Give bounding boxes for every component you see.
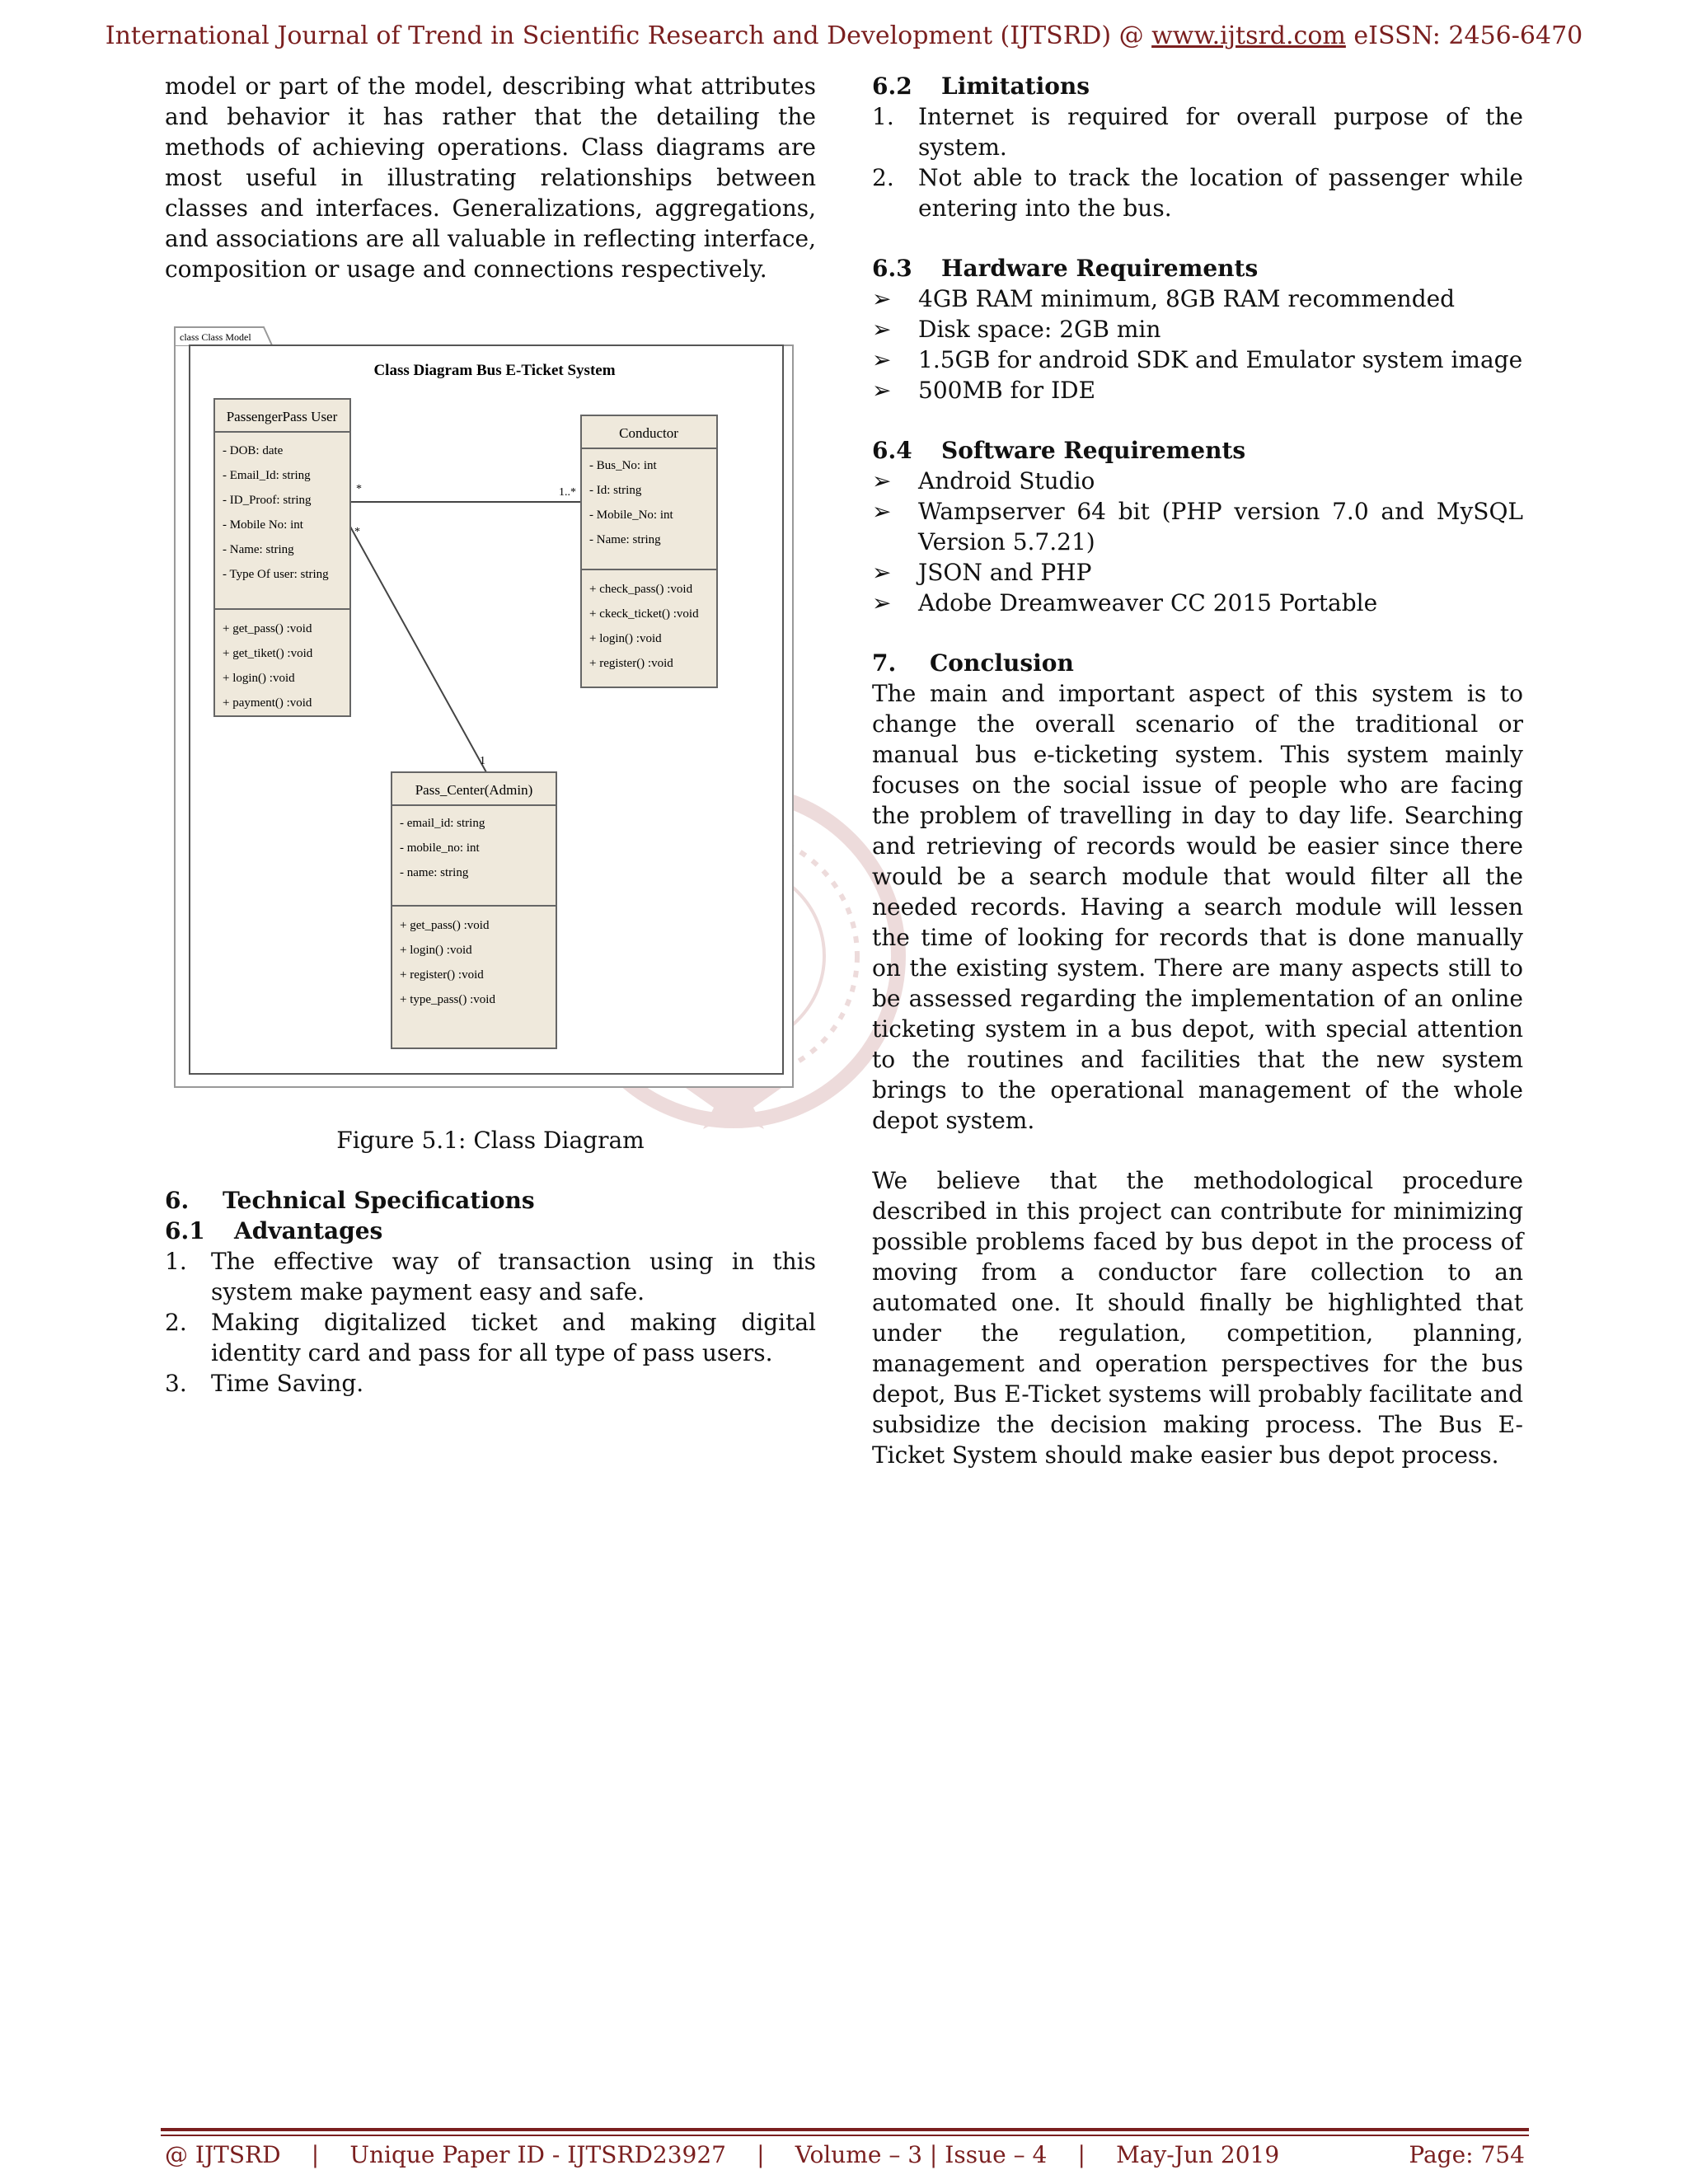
mult-passenger-conductor-a: * bbox=[356, 483, 362, 495]
uml-member: + register() :void bbox=[589, 657, 673, 670]
uml-member: - Email_Id: string bbox=[223, 469, 311, 482]
footer-separator: | bbox=[757, 2141, 765, 2168]
footer-rule bbox=[161, 2128, 1529, 2131]
class-passenger bbox=[214, 399, 350, 716]
header-journal: International Journal of Trend in Scientific Research and Development (IJTSRD) @ bbox=[105, 21, 1152, 50]
bullet-arrow-icon: ➢ bbox=[872, 285, 892, 312]
uml-member: + login() :void bbox=[589, 632, 662, 645]
uml-member: - Id: string bbox=[589, 484, 642, 497]
footer-date: May-Jun 2019 bbox=[1116, 2141, 1280, 2168]
uml-member: - name: string bbox=[400, 866, 469, 879]
section-6-heading bbox=[165, 1185, 816, 1216]
section-6-2-heading bbox=[872, 71, 1523, 101]
uml-member: - DOB: date bbox=[223, 444, 284, 457]
section-6-1-heading bbox=[165, 1216, 816, 1246]
diagram-tab-label: class Class Model bbox=[180, 331, 251, 343]
section-6-1-number: 6.1 bbox=[165, 1217, 205, 1244]
section-7-title: Conclusion bbox=[930, 649, 1074, 677]
uml-member: + get_pass() :void bbox=[400, 919, 490, 932]
class-admin bbox=[392, 772, 556, 1048]
limitations-list bbox=[872, 101, 1523, 223]
right-column bbox=[872, 71, 1523, 1470]
mult-passenger-admin-a: * bbox=[354, 526, 360, 538]
list-item: 2. Not able to track the location of passenger while entering into the bus. bbox=[872, 164, 1523, 222]
uml-member: - email_id: string bbox=[400, 817, 485, 830]
bullet-arrow-icon: ➢ bbox=[872, 467, 892, 494]
section-6-3-number: 6.3 bbox=[872, 255, 912, 282]
section-6-1-title: Advantages bbox=[234, 1217, 383, 1244]
uml-member: + ckeck_ticket() :void bbox=[589, 607, 699, 621]
footer-rule-thin bbox=[161, 2135, 1529, 2136]
bullet-arrow-icon: ➢ bbox=[872, 589, 892, 616]
diagram-title: Class Diagram Bus E-Ticket System bbox=[373, 362, 616, 379]
uml-member: - ID_Proof: string bbox=[223, 494, 312, 507]
header-issn: eISSN: 2456-6470 bbox=[1345, 21, 1583, 50]
bullet-arrow-icon: ➢ bbox=[872, 346, 892, 373]
hardware-list bbox=[872, 284, 1523, 405]
section-7-heading bbox=[872, 648, 1523, 678]
list-item: ➢ Wampserver 64 bit (PHP version 7.0 and MySQL Version 5.7.21) bbox=[872, 498, 1523, 555]
running-header bbox=[0, 21, 1688, 50]
class-passenger-name: PassengerPass User bbox=[226, 409, 338, 424]
uml-member: + get_pass() :void bbox=[223, 622, 312, 635]
advantages-list bbox=[165, 1246, 816, 1399]
footer-separator: | bbox=[1077, 2141, 1085, 2168]
section-6-4-title: Software Requirements bbox=[941, 437, 1246, 464]
class-admin-name: Pass_Center(Admin) bbox=[415, 782, 533, 798]
section-6-title: Technical Specifications bbox=[223, 1187, 535, 1214]
list-item: ➢ Android Studio bbox=[872, 467, 1095, 494]
class-conductor-name: Conductor bbox=[619, 425, 678, 441]
section-6-number: 6. bbox=[165, 1187, 190, 1214]
uml-member: - Mobile No: int bbox=[223, 518, 303, 532]
uml-member: - Name: string bbox=[223, 543, 294, 556]
uml-member: + type_pass() :void bbox=[400, 993, 495, 1006]
section-6-3-title: Hardware Requirements bbox=[941, 255, 1259, 282]
uml-member: + login() :void bbox=[223, 672, 295, 685]
list-item: 2. Making digitalized ticket and making digital identity card and pass for all type of pass users. bbox=[165, 1309, 816, 1366]
section-6-2-number: 6.2 bbox=[872, 73, 912, 100]
list-item: 3. Time Saving. bbox=[165, 1370, 364, 1397]
section-6-3-heading bbox=[872, 253, 1523, 284]
header-url[interactable]: www.ijtsrd.com bbox=[1151, 21, 1346, 50]
footer-paper-id: Unique Paper ID - IJTSRD23927 bbox=[349, 2141, 726, 2168]
list-item: ➢ 1.5GB for android SDK and Emulator system image bbox=[872, 346, 1523, 373]
section-7-number: 7. bbox=[872, 649, 897, 677]
uml-member: + payment() :void bbox=[223, 696, 312, 710]
uml-member: - Type Of user: string bbox=[223, 568, 329, 581]
bullet-arrow-icon: ➢ bbox=[872, 559, 892, 586]
list-item: ➢ 4GB RAM minimum, 8GB RAM recommended bbox=[872, 285, 1456, 312]
conclusion-paragraph-2: We believe that the methodological procedure described in this project can contribute for minimizing possible problems faced by bus depot in the process of moving from a conductor fare collection to an automated one. It should finally be highlighted that under the regulation, competition, planning, management and operation perspectives for the bus depot, Bus E-Ticket systems will probably facilitate and subsidize the decision making process. The Bus E-Ticket System should make easier bus depot process. bbox=[872, 1167, 1523, 1469]
software-list bbox=[872, 466, 1523, 618]
bullet-arrow-icon: ➢ bbox=[872, 377, 892, 404]
uml-member: - Name: string bbox=[589, 533, 661, 546]
list-item: 1. The effective way of transaction using in this system make payment easy and safe. bbox=[165, 1248, 816, 1305]
list-item: 1. Internet is required for overall purpose of the system. bbox=[872, 103, 1523, 161]
footer-page: Page: 754 bbox=[1409, 2141, 1525, 2168]
uml-member: - Mobile_No: int bbox=[589, 509, 673, 522]
section-6-2-title: Limitations bbox=[941, 73, 1090, 100]
left-column bbox=[165, 71, 816, 1399]
footer-separator: | bbox=[311, 2141, 320, 2168]
list-item: ➢ JSON and PHP bbox=[872, 559, 1092, 586]
uml-member: - mobile_no: int bbox=[400, 841, 480, 855]
mult-passenger-conductor-b: 1..* bbox=[559, 486, 576, 499]
section-6-4-heading bbox=[872, 435, 1523, 466]
intro-paragraph: model or part of the model, describing what attributes and behavior it has rather that the detailing the methods of achieving operations. Class diagrams are most useful in illustrating relationships between classes and interfaces. Generalizations, aggregations, and associations are all valuable in reflecting interface, composition or usage and connections respectively. bbox=[165, 73, 816, 283]
uml-member: - Bus_No: int bbox=[589, 459, 657, 472]
class-diagram-figure bbox=[165, 321, 799, 1120]
figure-caption: Figure 5.1: Class Diagram bbox=[336, 1127, 645, 1154]
section-6-4-number: 6.4 bbox=[872, 437, 912, 464]
uml-member: + check_pass() :void bbox=[589, 583, 693, 596]
uml-member: + login() :void bbox=[400, 944, 472, 957]
bullet-arrow-icon: ➢ bbox=[872, 316, 892, 343]
uml-member: + get_tiket() :void bbox=[223, 647, 313, 660]
list-item: ➢ 500MB for IDE bbox=[872, 377, 1096, 404]
bullet-arrow-icon: ➢ bbox=[872, 498, 892, 525]
running-footer bbox=[165, 2141, 1525, 2168]
uml-member: + register() :void bbox=[400, 968, 484, 982]
list-item: ➢ Disk space: 2GB min bbox=[872, 316, 1161, 343]
class-conductor bbox=[581, 415, 717, 687]
footer-journal: @ IJTSRD bbox=[165, 2141, 281, 2168]
footer-volume: Volume – 3 | Issue – 4 bbox=[795, 2141, 1048, 2168]
class-diagram bbox=[165, 321, 799, 1120]
list-item: ➢ Adobe Dreamweaver CC 2015 Portable bbox=[872, 589, 1378, 616]
conclusion-paragraph-1: The main and important aspect of this system is to change the overall scenario of the traditional or manual bus e-ticketing system. This system mainly focuses on the social issue of people who are facing the problem of travelling in day to day life. Searching and retrieving of records would be easier since there would be a search module that would filter all the needed records. Having a search module will lessen the time of looking for records that is done manually on the existing system. There are many aspects still to be assessed regarding the implementation of an online ticketing system in a bus depot, with special attention to the routines and facilities that the new system brings to the operational management of the whole depot system. bbox=[872, 680, 1523, 1134]
mult-passenger-admin-b: 1 bbox=[480, 755, 485, 767]
